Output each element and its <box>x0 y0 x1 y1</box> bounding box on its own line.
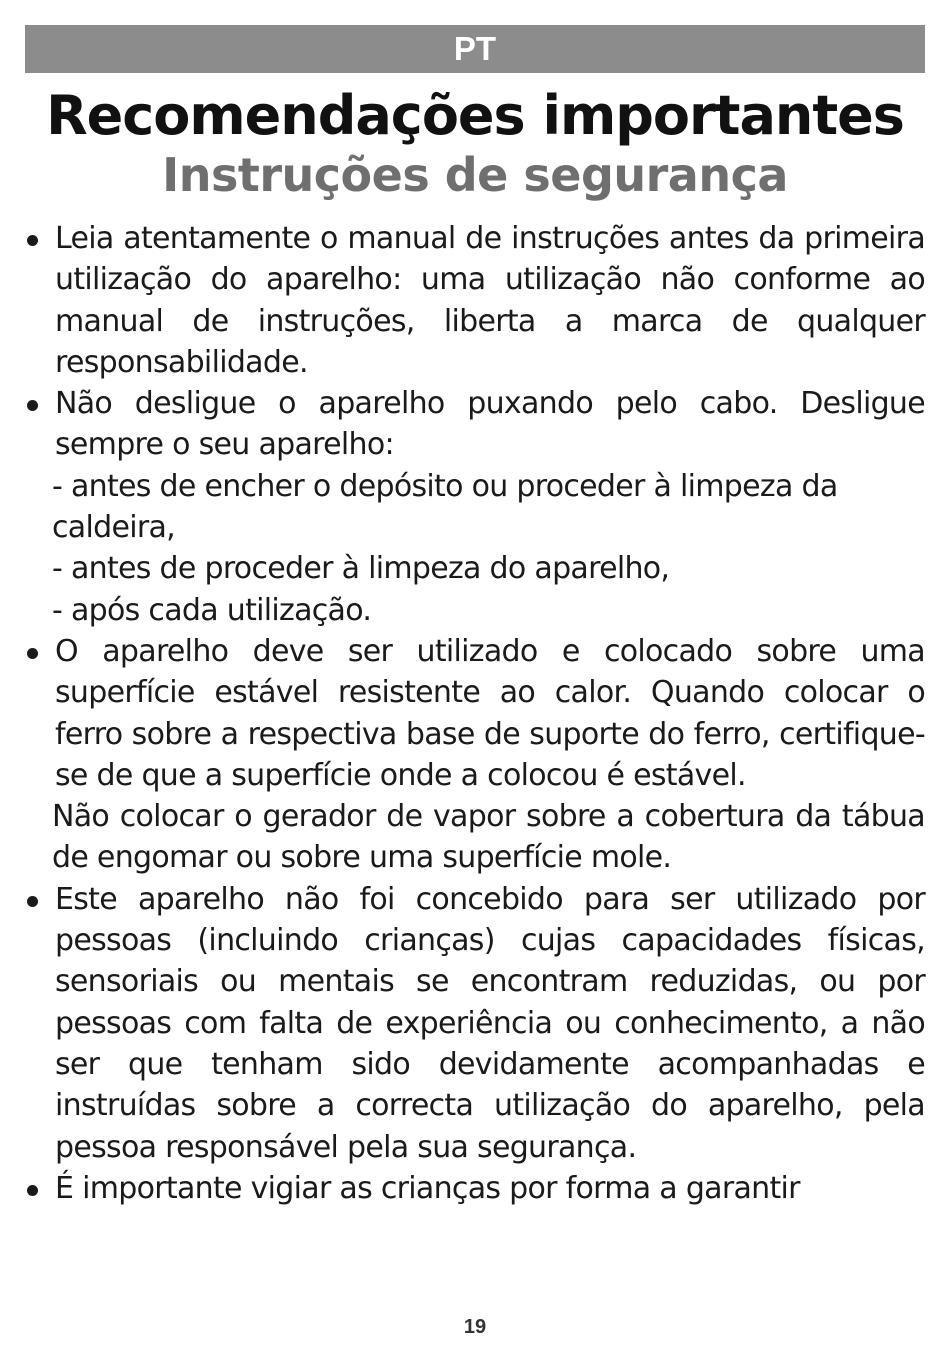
sub-item-text: - antes de proceder à limpeza do aparelho, <box>52 551 670 587</box>
list-item <box>25 218 925 383</box>
bullet-icon <box>27 648 38 659</box>
list-item <box>25 383 925 466</box>
safety-instructions-list <box>25 218 925 1209</box>
bullet-icon <box>27 235 38 246</box>
sub-item-text: - após cada utilização. <box>52 592 372 628</box>
sub-item <box>25 796 925 879</box>
list-item-text: O aparelho deve ser utilizado e colocado sobre uma superfície estável resistente ao calor. Quando colocar o ferro sobre a respectiva base de suporte do ferro, certifique-se de que a superfície onde a colocou é estável. <box>55 633 925 793</box>
list-item-text: Este aparelho não foi concebido para ser utilizado por pessoas (incluindo crianças) cujas capacidades físicas, sensoriais ou mentais se encontram reduzidas, ou por pessoas com falta de experiência ou conhecimento, a não ser que tenham sido devidamente acompanhadas e instruídas sobre a correcta utilização do aparelho, pela pessoa responsável pela sua segurança. <box>55 881 925 1165</box>
bullet-icon <box>27 896 38 907</box>
sub-item-text: Não colocar o gerador de vapor sobre a cobertura da tábua de engomar ou sobre uma superfície mole. <box>52 799 925 876</box>
page-subtitle: Instruções de segurança <box>162 148 788 202</box>
list-item <box>25 879 925 1168</box>
bullet-icon <box>27 1185 38 1196</box>
sub-item <box>25 548 925 589</box>
sub-item <box>25 590 925 631</box>
page-number: 19 <box>463 1316 487 1338</box>
list-item-text: É importante vigiar as crianças por forma a garantir <box>55 1170 800 1206</box>
list-item <box>25 1168 925 1209</box>
language-header-bar <box>25 25 925 73</box>
list-item-text: Não desligue o aparelho puxando pelo cabo. Desligue sempre o seu aparelho: <box>55 386 925 463</box>
list-item-text: Leia atentamente o manual de instruções antes da primeira utilização do aparelho: uma utilização não conforme ao manual de instruções, liberta a marca de qualquer responsabilidade. <box>55 221 925 380</box>
bullet-icon <box>27 400 38 411</box>
language-code: PT <box>453 30 497 67</box>
sub-item-text: - antes de encher o depósito ou proceder à limpeza da caldeira, <box>52 468 838 546</box>
sub-item <box>25 466 925 549</box>
page-title: Recomendações importantes <box>46 84 904 147</box>
list-item <box>25 631 925 796</box>
